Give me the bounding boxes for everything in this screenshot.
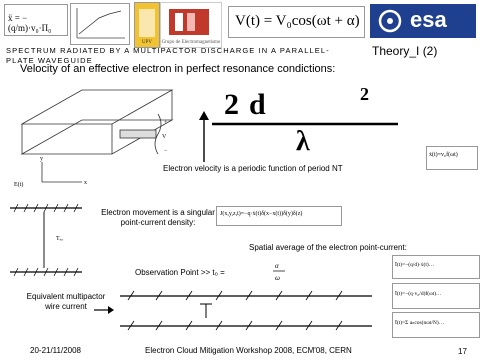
point-current-formula-box	[216, 206, 342, 226]
svg-text:x: x	[84, 180, 87, 186]
electron-cell-svg	[4, 200, 86, 280]
university-logo-svg	[135, 3, 159, 47]
svg-text:Grupo de Electromagnetismo: Grupo de Electromagnetismo	[161, 40, 221, 45]
spatial-formula-box-3	[392, 312, 480, 338]
equivalent-label: Equivalent multipactor wire current	[26, 292, 106, 311]
velocity-formula-box	[426, 146, 478, 170]
arrow-right	[94, 302, 114, 312]
slide-title-line1: SPECTRUM RADIATED BY A MULTIPACTOR DISCHARGE IN A PARALLEL-	[6, 46, 330, 55]
wire-current-diagram	[116, 288, 376, 332]
svg-text:α: α	[275, 262, 279, 270]
svg-text:−: −	[164, 148, 168, 154]
arrow-right-svg	[94, 305, 114, 315]
svg-text:y: y	[40, 156, 43, 162]
arrow-up-svg	[197, 110, 211, 162]
graph-thumbnail-svg	[71, 4, 129, 44]
svg-text:λ: λ	[296, 126, 310, 152]
svg-text:Tₑₓ: Tₑₓ	[56, 236, 63, 242]
velocity-formula-text: ẋ(t)=v₀f(ωt)	[429, 152, 458, 158]
university-logo	[134, 2, 160, 48]
observation-fraction	[272, 260, 286, 282]
spatial-formula-box-2	[392, 283, 480, 309]
observation-fraction-svg	[272, 260, 286, 282]
esa-logo	[370, 4, 476, 38]
slide-title-line2: PLATE WAVEGUIDE	[6, 56, 93, 65]
observation-label: Observation Point >> t₀ =	[135, 268, 225, 277]
svg-text:ω: ω	[275, 274, 280, 282]
header-equation-left	[4, 4, 68, 36]
footer-event: Electron Cloud Mitigation Workshop 2008, ECM'08, CERN	[145, 346, 352, 355]
intro-text: Velocity of an effective electron in perfect resonance condictions:	[20, 63, 336, 75]
waveguide-diagram-svg	[12, 82, 188, 194]
footer-page: 17	[458, 347, 467, 356]
spatial-formula-text-3: Ī(t)=Σ aₙcos(nωt/N)…	[395, 320, 445, 326]
formula-svg	[212, 84, 402, 152]
spatial-formula-box-1	[392, 255, 480, 279]
wire-current-svg	[116, 288, 376, 332]
velocity-note: Electron velocity is a periodic function of period NT	[163, 164, 343, 173]
footer-date: 20-21/11/2008	[30, 346, 82, 355]
svg-text:UPV: UPV	[141, 40, 153, 45]
svg-text:2: 2	[360, 84, 369, 104]
esa-logo-text: esa	[410, 7, 447, 32]
movement-note: Electron movement is a singular point-current density:	[101, 208, 215, 227]
spatial-formula-text-1: Ī(t)=−(q/d)·ẋ(t)…	[395, 262, 435, 268]
electron-cell-diagram	[4, 200, 86, 280]
header-graph-thumbnail	[70, 3, 130, 45]
svg-text:+: +	[164, 120, 168, 126]
equation-left-text: ẍ = −(q/m)·v₀·Π₀	[8, 13, 52, 33]
institute-logo	[160, 2, 222, 48]
arrow-up	[197, 110, 211, 162]
svg-text:E(t): E(t)	[14, 182, 24, 188]
equation-right-text: V(t) = V₀cos(ωt + α)	[235, 13, 360, 29]
svg-text:V: V	[162, 134, 167, 140]
waveguide-diagram	[12, 82, 188, 194]
formula-2d2-over-lambda	[212, 84, 402, 152]
svg-text:2d: 2d	[224, 88, 276, 121]
slide-label: Theory_I (2)	[372, 44, 438, 58]
spatial-note: Spatial average of the electron point-current:	[249, 243, 407, 252]
point-current-formula-text: J(x,y,z,t)=−q·ẋ(t)δ(x−x(t))δ(y)δ(z)	[220, 211, 303, 217]
spatial-formula-text-2: Ī(t)=−(q·v₀/d)f(ωt)…	[395, 291, 442, 297]
institute-logo-svg	[161, 3, 221, 47]
header-equation-right	[228, 6, 365, 38]
